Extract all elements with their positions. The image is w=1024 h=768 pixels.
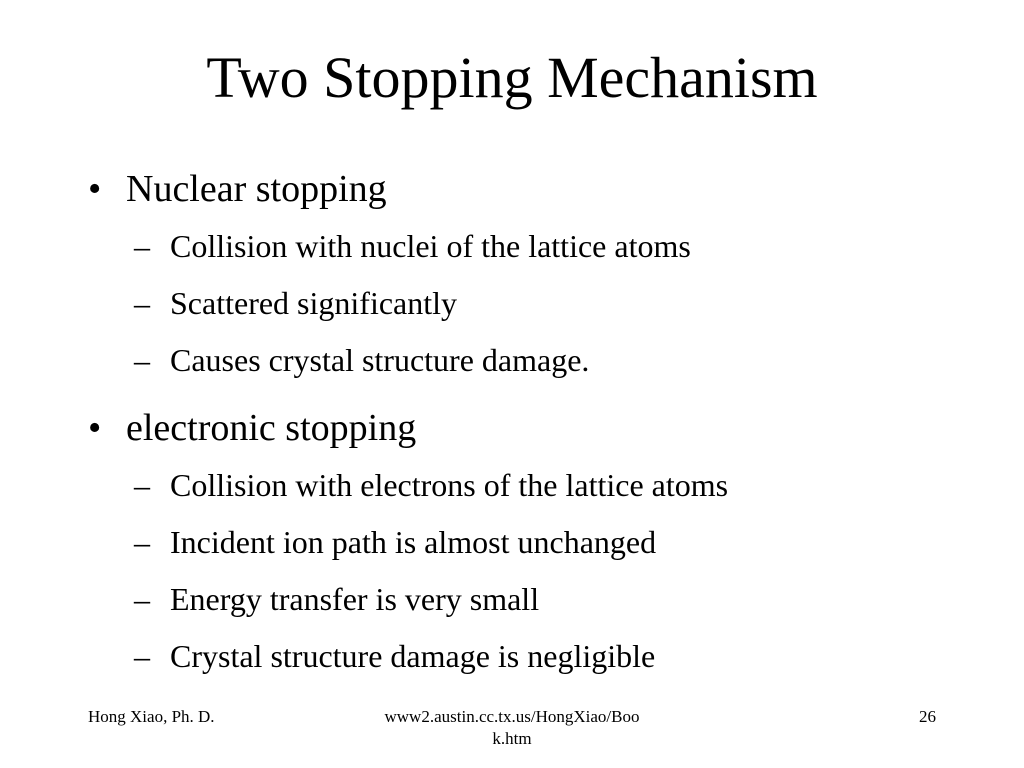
footer-url <box>348 706 676 750</box>
sub-item-text: Energy transfer is very small <box>170 581 540 617</box>
dash-marker: – <box>134 524 150 560</box>
dash-marker: – <box>134 638 150 674</box>
dash-marker: – <box>134 342 150 378</box>
sub-list-electronic-stopping <box>88 457 988 685</box>
slide-title: Two Stopping Mechanism <box>206 45 818 110</box>
footer-page-number: 26 <box>919 707 936 726</box>
bullet-marker: • <box>88 168 102 210</box>
bullet-nuclear-stopping <box>88 160 988 218</box>
sub-item <box>88 332 988 389</box>
sub-item-text: Causes crystal structure damage. <box>170 342 590 378</box>
sub-item-text: Crystal structure damage is negligible <box>170 638 656 674</box>
dash-marker: – <box>134 285 150 321</box>
sub-list-nuclear-stopping <box>88 218 988 389</box>
footer-url-line1: www2.austin.cc.tx.us/HongXiao/Boo <box>384 707 640 726</box>
footer-url-line2: k.htm <box>492 729 532 748</box>
sub-item <box>88 275 988 332</box>
sub-item <box>88 514 988 571</box>
footer-author: Hong Xiao, Ph. D. <box>88 707 215 726</box>
bullet-text: Nuclear stopping <box>126 168 387 210</box>
sub-item-text: Collision with nuclei of the lattice atoms <box>170 228 691 264</box>
bullet-electronic-stopping <box>88 399 988 457</box>
sub-item-text: Incident ion path is almost unchanged <box>170 524 657 560</box>
dash-marker: – <box>134 467 150 503</box>
sub-item-text: Scattered significantly <box>170 285 458 321</box>
slide-content <box>88 160 988 695</box>
sub-item <box>88 457 988 514</box>
sub-item <box>88 571 988 628</box>
sub-item-text: Collision with electrons of the lattice atoms <box>170 467 729 503</box>
bullet-marker: • <box>88 407 102 449</box>
dash-marker: – <box>134 228 150 264</box>
sub-item <box>88 628 988 685</box>
dash-marker: – <box>134 581 150 617</box>
sub-item <box>88 218 988 275</box>
bullet-text: electronic stopping <box>126 407 417 449</box>
